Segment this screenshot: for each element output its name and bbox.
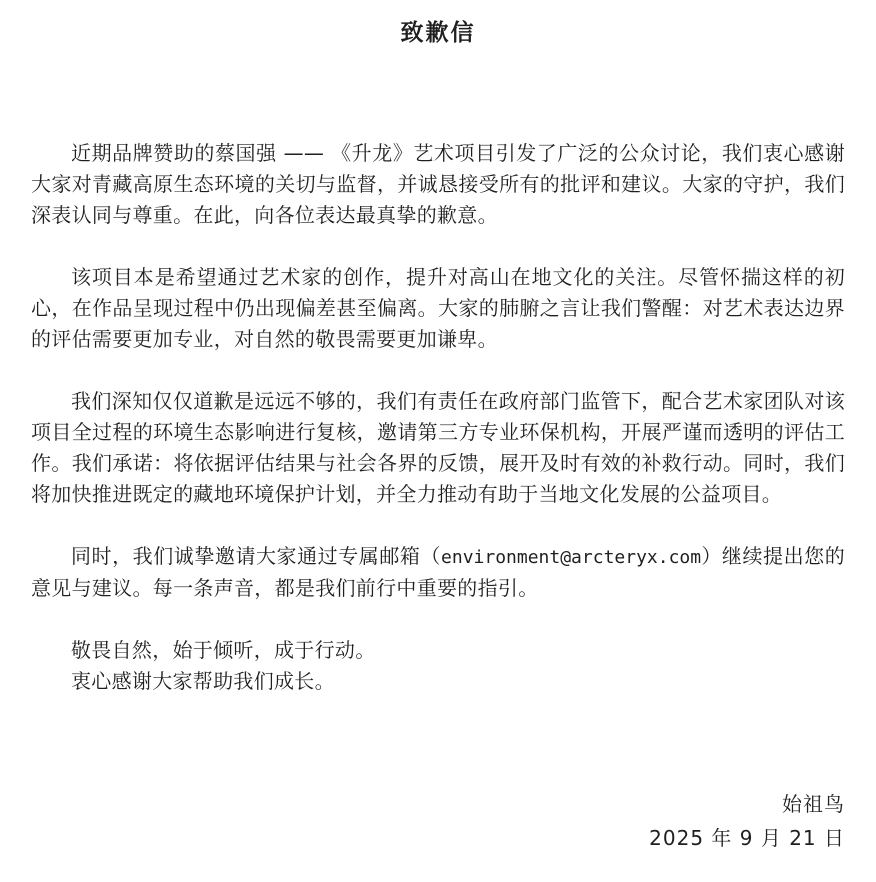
paragraph-intro-apology: 近期品牌赞助的蔡国强 —— 《升龙》艺术项目引发了广泛的公众讨论，我们衷心感谢大家对青藏高原生态环境的关切与监督，并诚恳接受所有的批评和建议。大家的守护，我们深表认同与尊重。在此，向各位表达最真挚的歉意。 (31, 141, 845, 227)
paragraph-remediation-commitment: 我们深知仅仅道歉是远远不够的，我们有责任在政府部门监管下，配合艺术家团队对该项目全过程的环境生态影响进行复核，邀请第三方专业环保机构，开展严谨而透明的评估工作。我们承诺：将依据评估结果与社会各界的反馈，展开及时有效的补救行动。同时，我们将加快推进既定的藏地环境保护计划，并全力推动有助于当地文化发展的公益项目。 (31, 389, 845, 506)
signature-block (31, 787, 845, 855)
email-paragraph-before: 同时，我们诚挚邀请大家通过专属邮箱（ (71, 544, 442, 568)
paragraph-feedback-invitation (31, 541, 845, 604)
email-paragraph-after: ）继续提出您的意见与建议。每一条声音，都是我们前行中重要的指引。 (31, 544, 845, 600)
letter-body (31, 138, 845, 697)
closing-line-thanks: 衷心感谢大家帮助我们成长。 (71, 669, 335, 693)
closing-line-motto: 敬畏自然，始于倾听，成于行动。 (71, 638, 376, 662)
signatory-name: 始祖鸟 (782, 792, 845, 816)
contact-email: environment@arcteryx.com (441, 547, 702, 568)
letter-title: 致歉信 (400, 20, 476, 46)
paragraph-project-intent: 该项目本是希望通过艺术家的创作，提升对高山在地文化的关注。尽管怀揣这样的初心，在作品呈现过程中仍出现偏差甚至偏离。大家的肺腑之言让我们警醒：对艺术表达边界的评估需要更加专业，对自然的敬畏需要更加谦卑。 (31, 265, 845, 351)
signature-date: 2025 年 9 月 21 日 (649, 826, 845, 850)
